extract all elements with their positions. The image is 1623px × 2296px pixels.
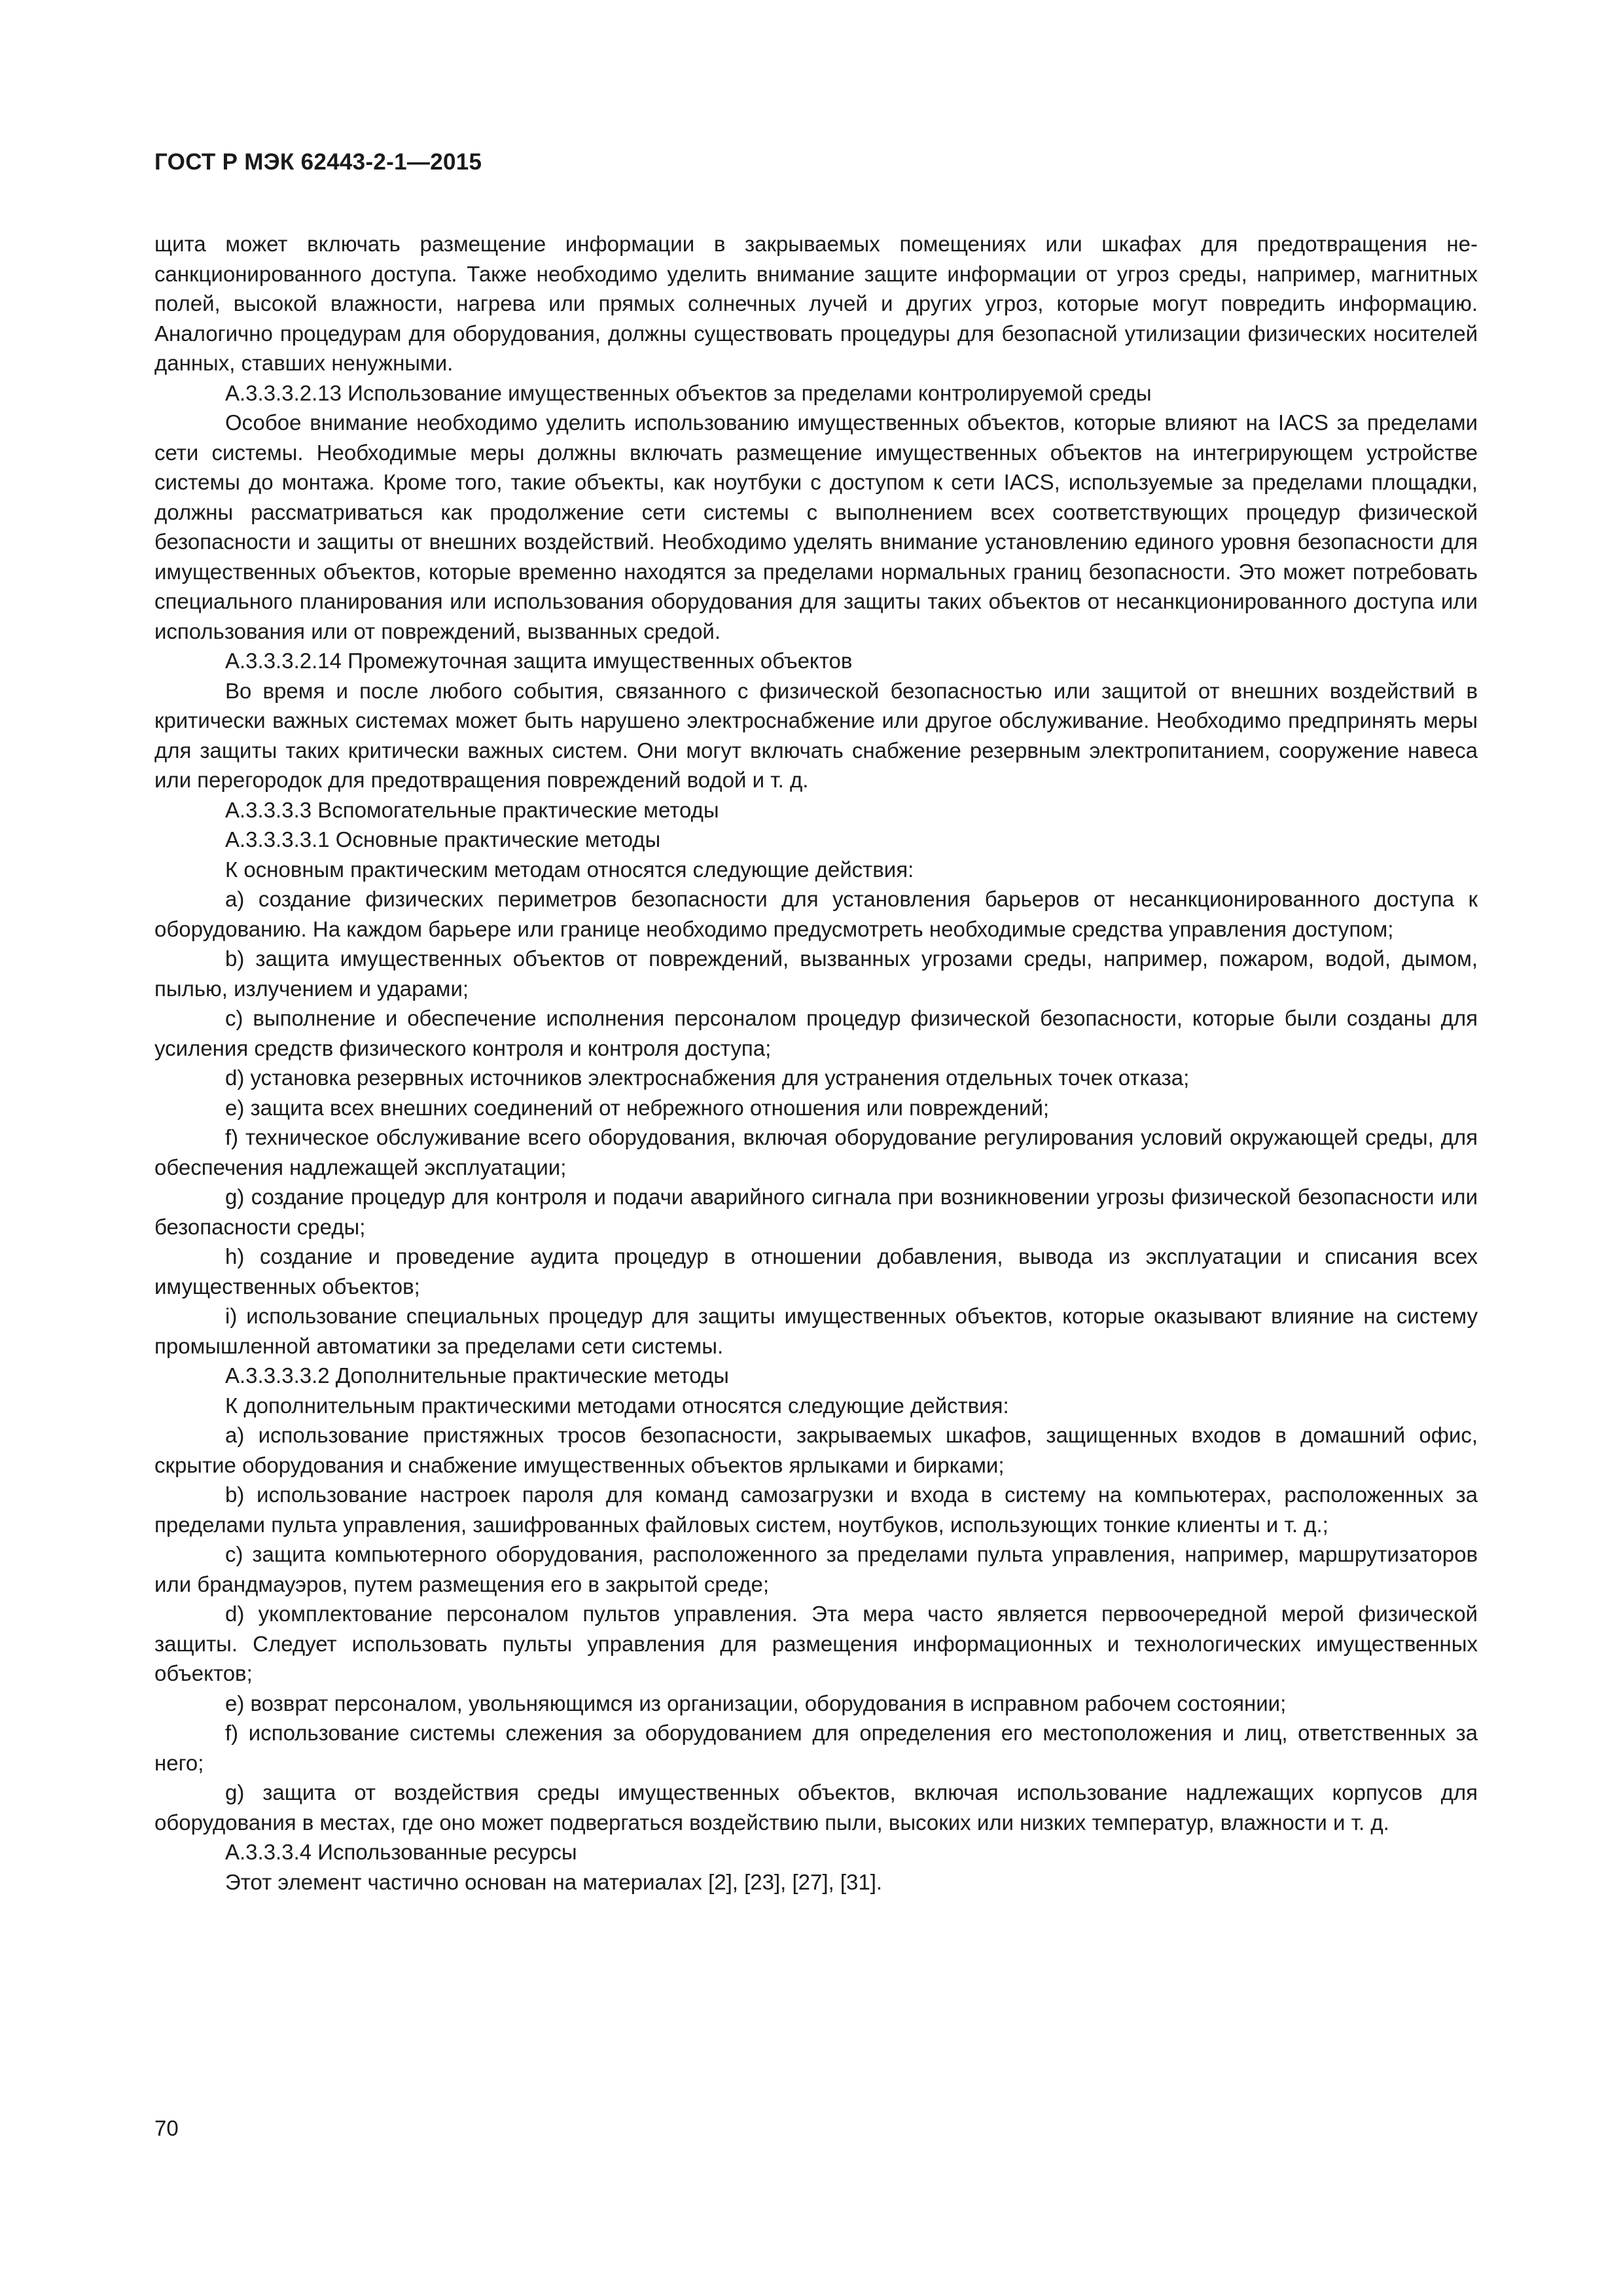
paragraph: g) создание процедур для контроля и подачи аварийного сигнала при возникновении угрозы физической безопасности или безопасности среды; — [154, 1185, 1478, 1239]
paragraph: А.3.3.3.3.1 Основные практические методы — [225, 827, 661, 852]
paragraph: f) использование системы слежения за оборудованием для определения его местоположения и лиц, ответственных за него; — [154, 1721, 1478, 1775]
paragraph: h) создание и проведение аудита процедур в отношении добавления, вывода из эксплуатации и списания всех имущественных объектов; — [154, 1244, 1478, 1299]
paragraph: b) использование настроек пароля для команд самозагрузки и входа в систему на компьютерах, расположенных за пределами пульта управления, зашифрованных файловых систем, ноутбуков, использующих тонкие клиенты и т. д.; — [154, 1482, 1478, 1537]
paragraph: c) выполнение и обеспечение исполнения персоналом процедур физической безопасности, которые были созданы для усиления средств физического контроля и контроля доступа; — [154, 1006, 1478, 1060]
paragraph: d) укомплектование персоналом пультов управления. Эта мера часто является первоочередной мерой физической защиты. Следует использовать пульты управления для размещения информационных и технологических имущественных объектов; — [154, 1602, 1478, 1685]
paragraph: А.3.3.3.3 Вспомогательные практические методы — [225, 797, 719, 822]
paragraph: f) техническое обслуживание всего оборудования, включая оборудование регулирования условий окружающей среды, для обеспечения надлежащей эксплуатации; — [154, 1125, 1478, 1179]
paragraph: g) защита от воздействия среды имущественных объектов, включая использование надлежащих корпусов для оборудования в местах, где оно может подвергаться воздействию пыли, высоких или низких температур, влажности и т. д. — [154, 1780, 1478, 1835]
paragraph: a) использование пристяжных тросов безопасности, закрываемых шкафов, защищенных входов в домашний офис, скрытие оборудования и снабжение имущественных объектов ярлыками и бирками; — [154, 1423, 1478, 1477]
paragraph: К основным практическим методам относятся следующие действия: — [225, 857, 914, 882]
page-number: 70 — [154, 2116, 179, 2140]
paragraph: Этот элемент частично основан на материалах [2], [23], [27], [31]. — [225, 1869, 883, 1894]
paragraph: b) защита имущественных объектов от повреждений, вызванных угрозами среды, например, пожаром, водой, дымом, пылью, излучением и ударами; — [154, 946, 1478, 1001]
paragraph: Особое внимание необходимо уделить использованию имущественных объектов, которые влияют на IACS за пределами сети системы. Необходимые меры должны включать размещение имущественных объектов на интегрирующем устройстве системы до монтажа. Кроме того, такие объекты, как ноутбуки с доступом к сети IACS, используемые за пределами площадки, должны рассматриваться как продолжение сети системы с выполнением всех соответствующих процедур физической безопасности и защиты от внешних воздействий. Необходимо уделять внимание установлению единого уровня безопасности для имущественных объектов, которые временно находятся за пределами нормальных границ безопасности. Это может потребовать специального планирования или использования оборудования для защиты таких объектов от несанкционированного доступа или использования или от повреждений, вызванных средой. — [154, 410, 1478, 643]
paragraph: А.3.3.3.2.14 Промежуточная защита имущественных объектов — [225, 649, 853, 673]
document-body — [154, 229, 1478, 1897]
paragraph: d) установка резервных источников электроснабжения для устранения отдельных точек отказа; — [225, 1066, 1190, 1090]
paragraph: e) возврат персоналом, увольняющимся из организации, оборудования в исправном рабочем состоянии; — [225, 1691, 1287, 1715]
paragraph: c) защита компьютерного оборудования, расположенного за пределами пульта управления, например, маршрутизаторов или брандмауэров, путем размещения его в закрытой среде; — [154, 1542, 1478, 1596]
paragraph: А.3.3.3.4 Использованные ресурсы — [225, 1840, 577, 1864]
paragraph: щита может включать размещение информации в закрываемых помещениях или шкафах для предотвращения несанкционированного доступа. Также необходимо уделить внимание защите информации от угроз среды, например, магнитных полей, высокой влажности, нагрева или прямых солнечных лучей и других угроз, которые могут повредить информацию. Аналогично процедурам для оборудования, должны существовать процедуры для безопасной утилизации физических носителей данных, ставших ненужными. — [154, 232, 1478, 375]
paragraph: К дополнительным практическими методами относятся следующие действия: — [225, 1393, 1009, 1418]
paragraph: А.3.3.3.2.13 Использование имущественных объектов за пределами контролируемой среды — [225, 380, 1152, 405]
paragraph: А.3.3.3.3.2 Дополнительные практические методы — [225, 1363, 729, 1388]
paragraph: e) защита всех внешних соединений от небрежного отношения или повреждений; — [225, 1095, 1050, 1120]
paragraph: a) создание физических периметров безопасности для установления барьеров от несанкционированного доступа к оборудованию. На каждом барьере или границе необходимо предусмотреть необходимые средства управления доступом; — [154, 887, 1478, 941]
paragraph: Во время и после любого события, связанного с физической безопасностью или защитой от внешних воздействий в критически важных системах может быть нарушено электроснабжение или другое обслуживание. Необходимо предпринять меры для защиты таких критически важных систем. Они могут включать снабжение резервным электропитанием, сооружение навеса или перегородок для предотвращения повреждений водой и т. д. — [154, 678, 1478, 792]
paragraph: i) использование специальных процедур для защиты имущественных объектов, которые оказывают влияние на систему промышленной автоматики за пределами сети системы. — [154, 1304, 1478, 1358]
document-header: ГОСТ Р МЭК 62443-2-1—2015 — [154, 149, 482, 175]
